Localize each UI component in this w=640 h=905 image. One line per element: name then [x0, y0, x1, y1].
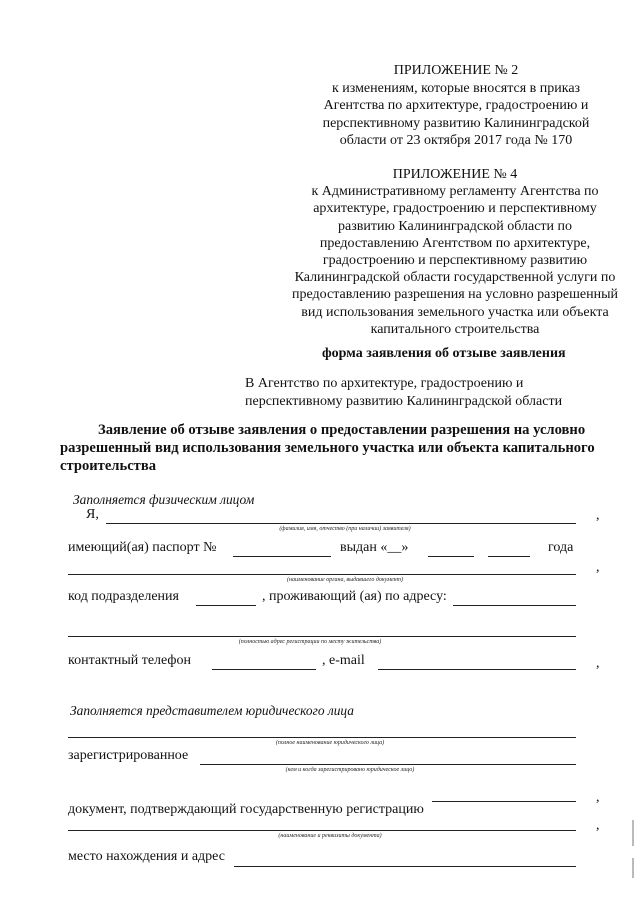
- comma: ,: [596, 508, 600, 523]
- issued-label: выдан «__»: [340, 540, 409, 555]
- doc-details-field[interactable]: [68, 830, 576, 831]
- email-label: , e-mail: [322, 653, 365, 668]
- appendix-2-line: области от 23 октября 2017 года № 170: [339, 133, 573, 148]
- appendix-4-line: предоставлению Агентством по архитектуре,: [319, 235, 591, 251]
- scan-mark: [632, 858, 634, 878]
- appendix-2-line: к изменениям, которые вносятся в приказ: [331, 80, 581, 96]
- comma: ,: [596, 818, 600, 833]
- year-label: года: [548, 540, 574, 555]
- passport-label: имеющий(ая) паспорт №: [68, 540, 217, 555]
- division-code-label: код подразделения: [68, 589, 179, 604]
- issue-year-field[interactable]: [488, 556, 530, 557]
- addressee-line: В Агентство по архитектуре, градостроению и: [245, 376, 524, 391]
- phone-label: контактный телефон: [68, 653, 191, 668]
- addressee-line: перспективному развитию Калининградской области: [245, 393, 563, 409]
- appendix-2-block: [296, 62, 616, 150]
- appendix-4-line: предоставлению разрешения на условно разрешенный: [292, 287, 618, 303]
- address-continued-field[interactable]: [68, 636, 576, 637]
- location-label: место нахождения и адрес: [68, 849, 225, 864]
- phone-field[interactable]: [212, 669, 316, 670]
- passport-number-field[interactable]: [233, 556, 331, 557]
- appendix-4-block: [275, 166, 635, 338]
- issue-month-field[interactable]: [428, 556, 474, 557]
- appendix-2-line: Агентства по архитектуре, градостроению и: [323, 98, 589, 113]
- registration-doc-label: документ, подтверждающий государственную регистрацию: [68, 802, 424, 817]
- form-label: форма заявления об отзыве заявления: [322, 346, 566, 361]
- appendix-4-line: к Административному регламенту Агентства по: [311, 184, 599, 200]
- comma: ,: [596, 656, 600, 671]
- appendix-2-title: ПРИЛОЖЕНИЕ № 2: [393, 63, 519, 78]
- issuer-field[interactable]: [68, 574, 576, 575]
- registered-label: зарегистрированное: [68, 748, 189, 763]
- doc-caption: (наименование и реквизиты документа): [278, 833, 382, 839]
- comma: ,: [596, 560, 600, 575]
- appendix-4-line: градостроению и перспективному развитию: [322, 253, 588, 269]
- org-name-field[interactable]: [68, 737, 576, 738]
- individual-section-label: Заполняется физическим лицом: [73, 492, 255, 507]
- appendix-4-line: капитального строительства: [370, 321, 540, 337]
- appendix-4-line: Калининградской области государственной услуги по: [294, 270, 616, 286]
- division-code-field[interactable]: [196, 605, 256, 606]
- appendix-4-line: вид использования земельного участка или объекта: [301, 304, 609, 320]
- appendix-2-line: перспективному развитию Калининградской: [322, 115, 590, 131]
- legal-section-label: Заполняется представителем юридического лица: [70, 703, 354, 718]
- i-label: Я,: [86, 507, 99, 522]
- addressee-block: [245, 375, 562, 410]
- location-field[interactable]: [234, 866, 576, 867]
- appendix-4-line: архитектуре, градостроению и перспективному: [313, 201, 597, 217]
- email-field[interactable]: [378, 669, 576, 670]
- registration-doc-field[interactable]: [432, 801, 576, 802]
- issuer-caption: (наименование органа, выдавшего документ): [287, 577, 403, 583]
- appendix-4-line: развитию Калининградской области по: [337, 218, 573, 234]
- application-title: [60, 421, 620, 475]
- scan-mark: [632, 820, 634, 846]
- title-line: строительства: [60, 458, 157, 474]
- address-caption: (полностью адрес регистрации по месту жительства): [238, 639, 382, 645]
- name-field[interactable]: [106, 523, 576, 524]
- title-line: разрешенный вид использования земельного участка или объекта капитального: [60, 440, 595, 456]
- address-field[interactable]: [453, 605, 576, 606]
- comma: ,: [596, 790, 600, 805]
- name-caption: (фамилия, имя, отчество (при наличии) заявителя): [279, 526, 411, 532]
- residing-label: , проживающий (ая) по адресу:: [262, 589, 447, 604]
- registered-caption: (кем и когда зарегистрировано юридическое лицо): [285, 767, 415, 773]
- registered-field[interactable]: [200, 764, 576, 765]
- org-caption: (полное наименование юридического лица): [275, 740, 385, 746]
- title-line: Заявление об отзыве заявления о предоставлении разрешения на условно: [98, 422, 586, 438]
- appendix-4-title: ПРИЛОЖЕНИЕ № 4: [392, 167, 518, 182]
